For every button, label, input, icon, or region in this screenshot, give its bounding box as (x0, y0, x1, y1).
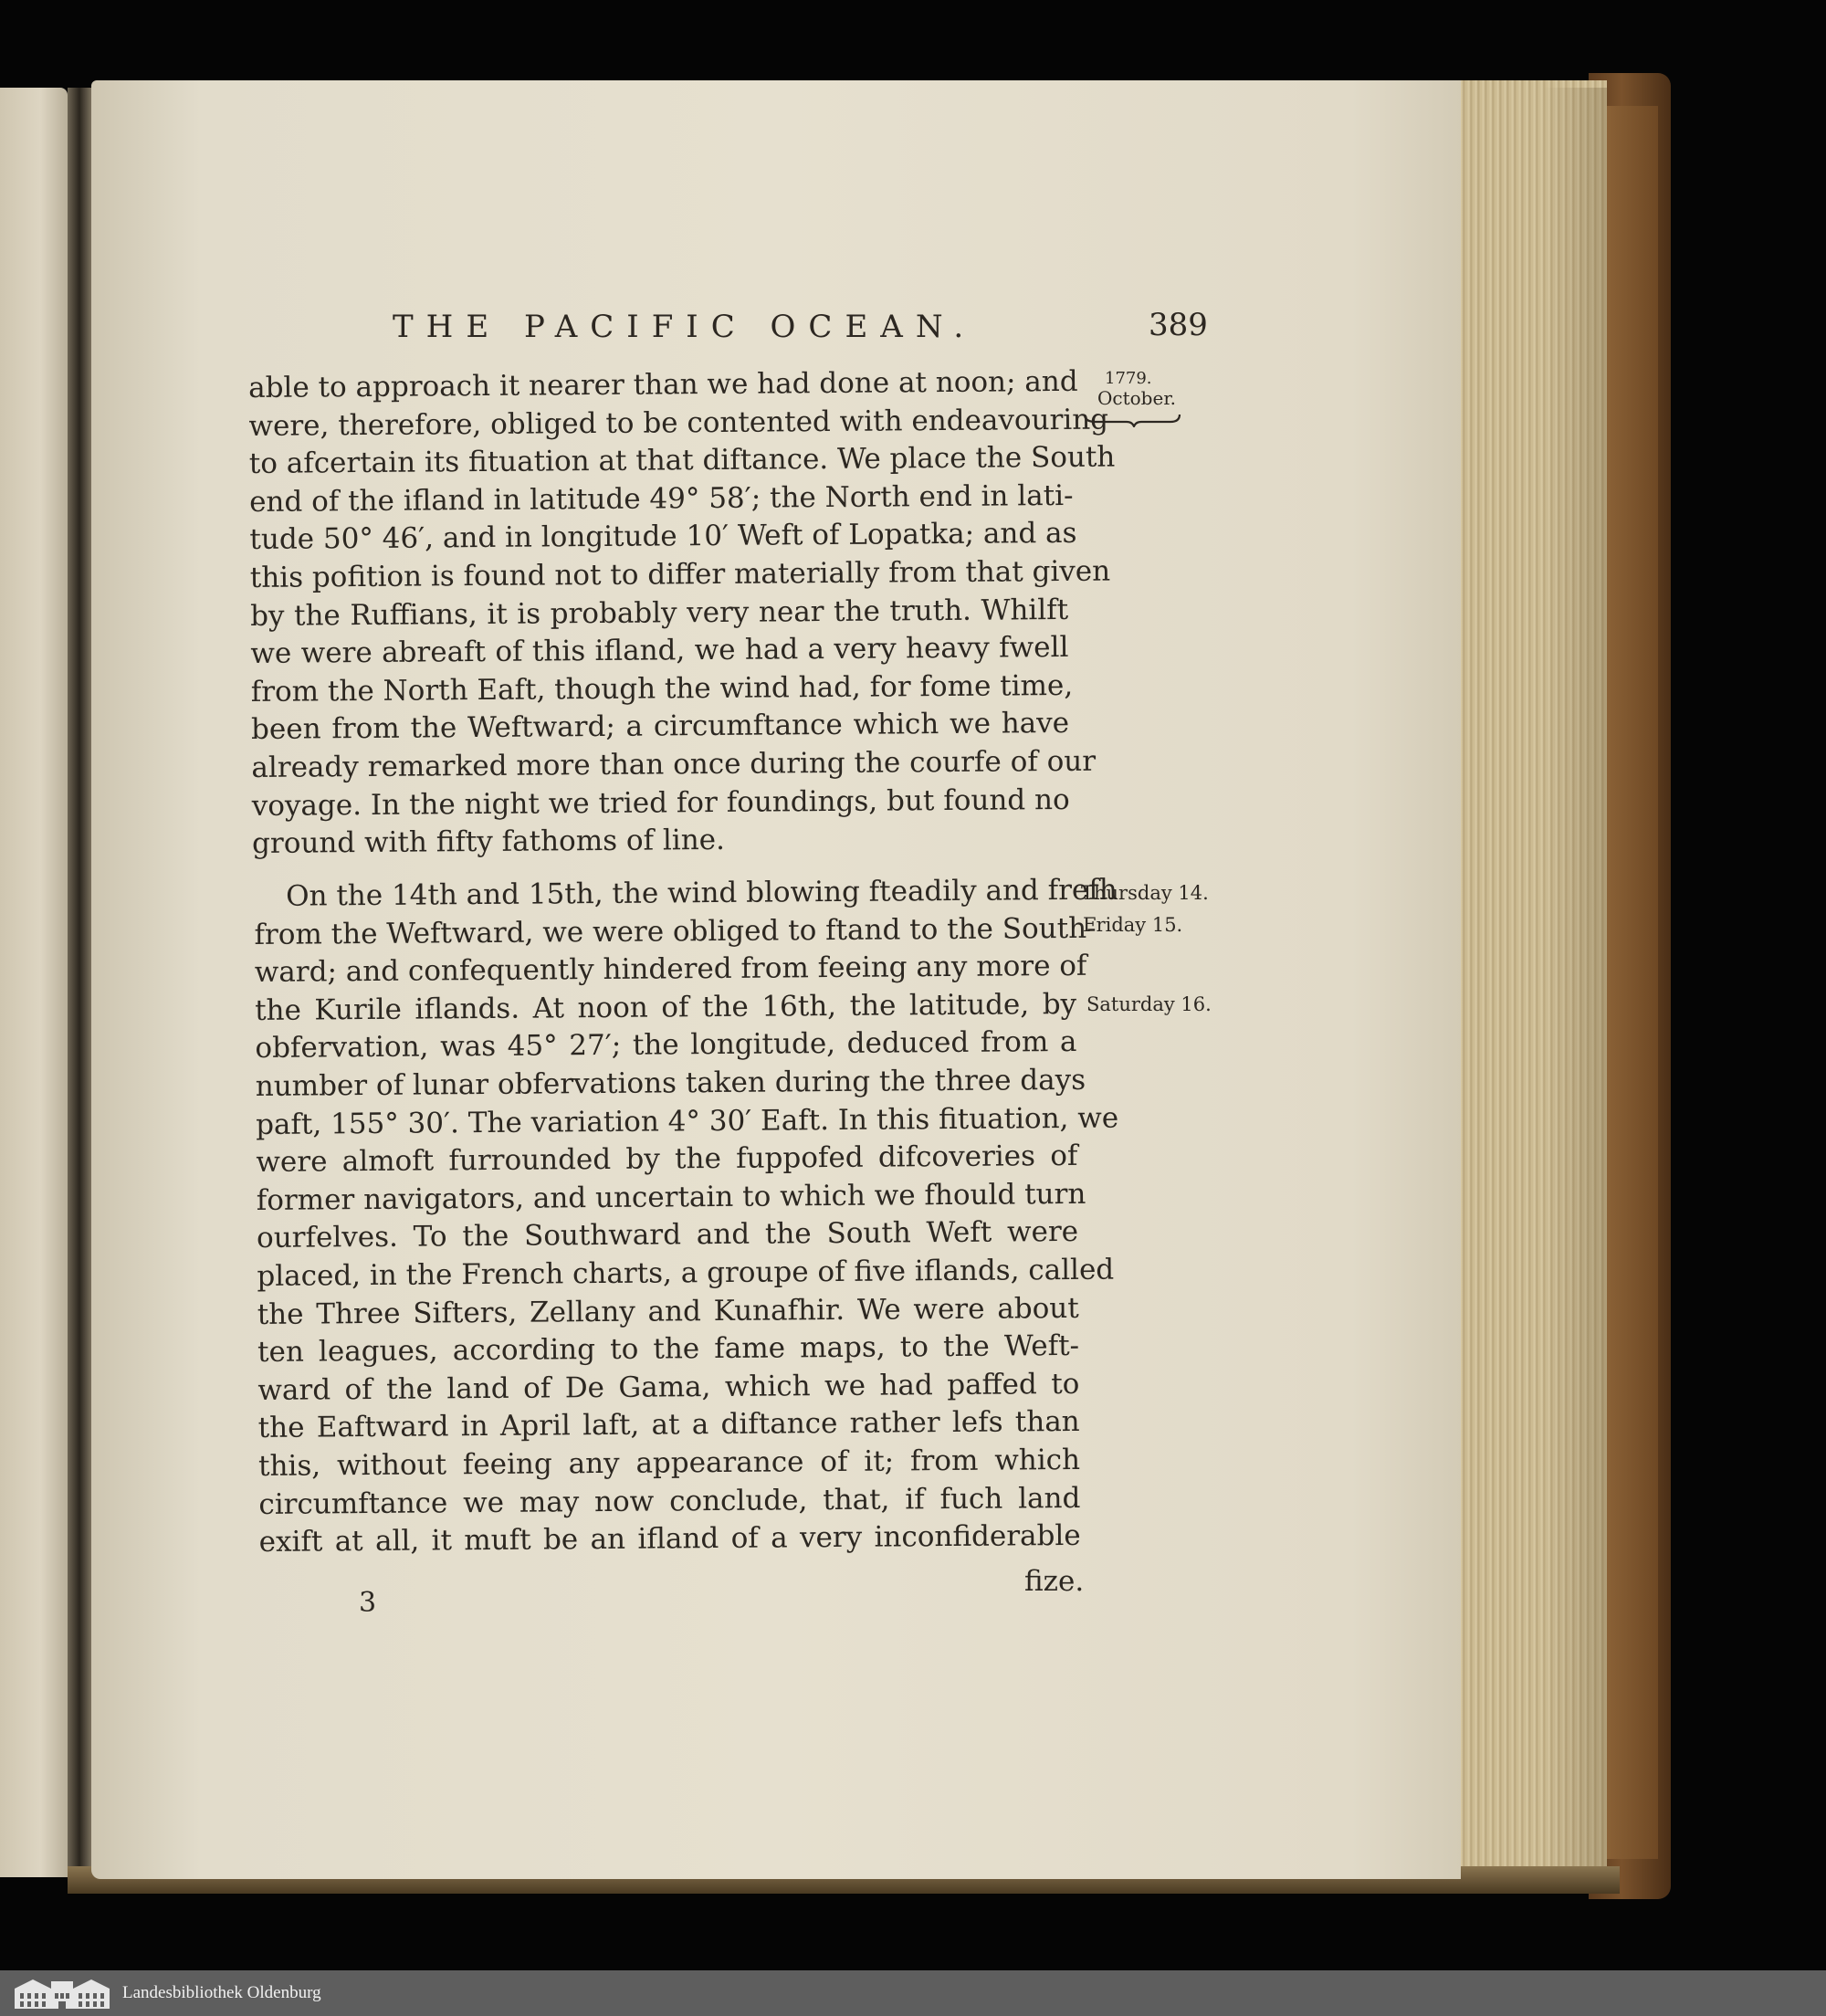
page-edges-shadow (1543, 88, 1607, 1868)
text-line: the Eaftward in April laft, at a diftance rather lefs than (257, 1405, 1080, 1445)
text-line: On the 14th and 15th, the wind blowing fteadily and frefh (286, 873, 1118, 913)
text-line: already remarked more than once during the courfe of our (251, 744, 1097, 784)
book-gutter (68, 88, 91, 1877)
text-line: ground with fifty fathoms of line. (251, 824, 726, 861)
text-line: this, without feeing any appearance of it; from which (257, 1443, 1081, 1483)
text-line: exift at all, it muft be an ifland of a very inconfiderable (258, 1519, 1081, 1559)
catchword: fize. (1024, 1565, 1085, 1598)
text-line: from the Weftward, we were obliged to ftand to the South- (254, 911, 1097, 951)
margin-note-friday: Friday 15. (1083, 914, 1183, 936)
text-line: the Three Sifters, Zellany and Kunafhir. We were about (257, 1291, 1079, 1331)
footer-bar (0, 1970, 1826, 2016)
margin-note-year: 1779. (1105, 369, 1152, 388)
page-number: 389 (1149, 307, 1208, 343)
text-line: obfervation, was 45° 27′; the longitude, deduced from a (255, 1025, 1077, 1066)
text-line: circumftance we may now conclude, that, if fuch land (258, 1481, 1081, 1521)
signature-mark: 3 (359, 1587, 377, 1619)
paragraph-1 (248, 363, 1116, 864)
text-line: placed, in the French charts, a groupe of five iflands, called (257, 1253, 1115, 1293)
cover-turn-in (1607, 106, 1658, 1859)
text-line: paft, 155° 30′. The variation 4° 30′ Eaft. In this fituation, we (255, 1101, 1119, 1141)
text-line: tude 50° 46′, and in longitude 10′ Weft of Lopatka; and as (249, 517, 1077, 557)
text-line: were, therefore, obliged to be contented with endeavouring (248, 403, 1109, 443)
library-building-icon (13, 1976, 111, 2011)
text-line: by the Ruffians, it is probably very near the truth. Whilft (249, 593, 1069, 633)
text-line: from the North Eaft, though the wind had, for fome time, (250, 668, 1074, 709)
margin-note-saturday: Saturday 16. (1086, 993, 1212, 1015)
text-line: this pofition is found not to differ materially from that given (249, 554, 1111, 594)
text-line: ward of the land of De Gama, which we had paffed to (257, 1367, 1080, 1407)
text-line: number of lunar obfervations taken during the three days (255, 1063, 1086, 1103)
text-line: ourfelves. To the Southward and the South Weft were (256, 1215, 1079, 1255)
text-line: former navigators, and uncertain to which we fhould turn (256, 1177, 1086, 1217)
text-line: the Kurile iflands. At noon of the 16th, the latitude, by (254, 987, 1077, 1027)
text-line: to afcertain its fituation at that diftance. We place the South (248, 440, 1116, 481)
text-line: voyage. In the night we tried for foundings, but found no (251, 782, 1070, 823)
text-line: end of the ifland in latitude 49° 58′; the North end in lati- (248, 478, 1074, 519)
text-line: ward; and confequently hindered from feeing any more of (254, 950, 1087, 990)
paragraph-2 (254, 872, 1119, 1562)
text-line: been from the Weftward; a circumftance which we have (250, 707, 1070, 747)
text-line: we were abreaft of this ifland, we had a very heavy fwell (250, 631, 1069, 671)
margin-note-thursday: Thursday 14. (1081, 882, 1209, 904)
text-line: were almoft furrounded by the fuppofed difcoveries of (256, 1139, 1078, 1180)
text-line: ten leagues, according to the fame maps, to the Weft- (257, 1329, 1080, 1370)
margin-note-month: October. (1097, 387, 1177, 409)
running-head: THE PACIFIC OCEAN. (393, 309, 977, 345)
footer-library-label: Landesbibliothek Oldenburg (122, 1983, 321, 2002)
text-line: able to approach it nearer than we had done at noon; and (248, 364, 1078, 404)
left-facing-page (0, 88, 68, 1877)
